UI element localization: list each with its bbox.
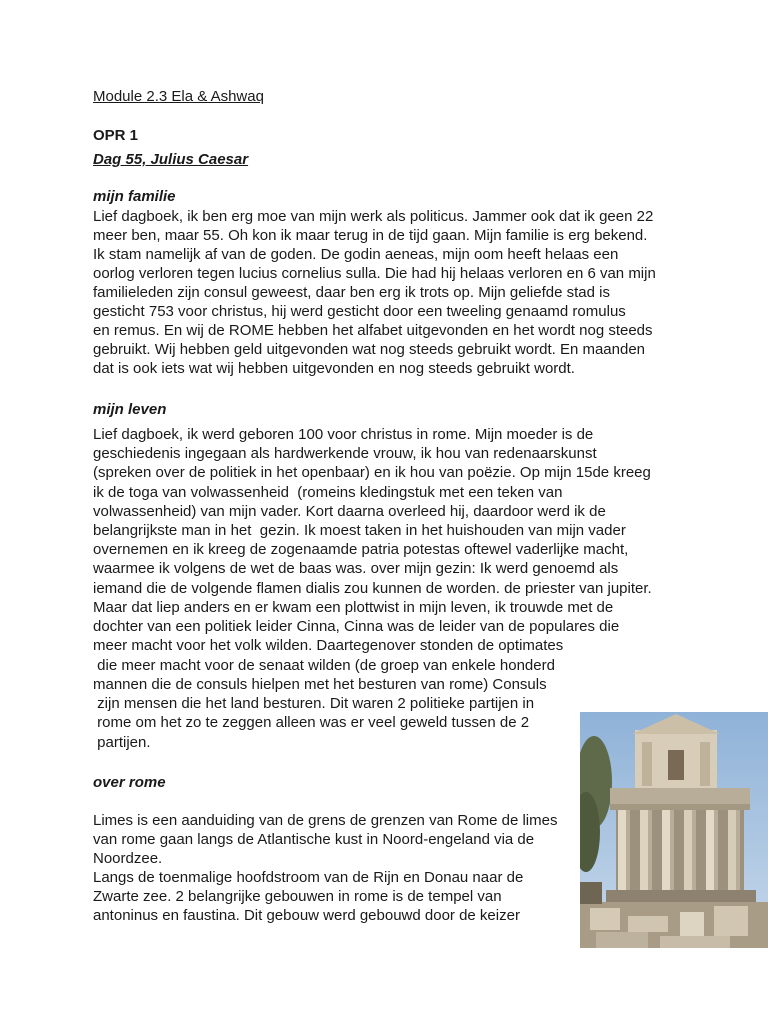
- paragraph-line: gebruikt. Wij hebben geld uitgevonden wat nog steeds gebruikt wordt. En maanden: [93, 341, 646, 358]
- document-title: Dag 55, Julius Caesar: [93, 151, 249, 168]
- paragraph-line: zijn mensen die het land besturen. Dit waren 2 politieke partijen in: [93, 695, 535, 712]
- paragraph-line: Limes is een aanduiding van de grens de grenzen van Rome de limes: [93, 812, 558, 829]
- paragraph-line: Lief dagboek, ik ben erg moe van mijn werk als politicus. Jammer ook dat ik geen 22: [93, 208, 654, 225]
- paragraph-line: van rome gaan langs de Atlantische kust in Noord-engeland via de: [93, 831, 535, 848]
- temple-photo: [580, 712, 768, 948]
- paragraph-line: antoninus en faustina. Dit gebouw werd gebouwd door de keizer: [93, 907, 520, 924]
- paragraph-line: dochter van een politiek leider Cinna, Cinna was de leider van de populares die: [93, 618, 620, 635]
- paragraph-line: overnemen en ik kreeg de zogenaamde patria potestas oftewel vaderlijke macht,: [93, 541, 629, 558]
- section-heading-leven: mijn leven: [93, 401, 167, 418]
- paragraph-line: en remus. En wij de ROME hebben het alfabet uitgevonden en het wordt nog steeds: [93, 322, 653, 339]
- paragraph-line: meer macht voor het volk wilden. Daartegenover stonden de optimates: [93, 637, 564, 654]
- paragraph-line: meer ben, maar 55. Oh kon ik maar terug in de tijd gaan. Mijn familie is erg bekend.: [93, 227, 648, 244]
- paragraph-line: oorlog verloren tegen lucius cornelius sulla. Die had hij helaas verloren en 6 van mijn: [93, 265, 656, 282]
- paragraph-line: Lief dagboek, ik werd geboren 100 voor christus in rome. Mijn moeder is de: [93, 426, 594, 443]
- paragraph-line: Langs de toenmalige hoofdstroom van de Rijn en Donau naar de: [93, 869, 524, 886]
- paragraph-line: ik de toga van volwassenheid (romeins kledingstuk met een teken van: [93, 484, 563, 501]
- paragraph-line: volwassenheid) van mijn vader. Kort daarna overleed hij, daardoor werd ik de: [93, 503, 606, 520]
- assignment-label: OPR 1: [93, 127, 139, 144]
- paragraph-line: gesticht 753 voor christus, hij werd gesticht door een tweeling genaamd romulus: [93, 303, 626, 320]
- paragraph-line: rome om het zo te zeggen alleen was er veel geweld tussen de 2: [93, 714, 530, 731]
- paragraph-line: mannen die de consuls hielpen met het besturen van rome) Consuls: [93, 676, 547, 693]
- paragraph-line: Noordzee.: [93, 850, 163, 867]
- paragraph-line: dat is ook iets wat wij hebben uitgevonden en nog steeds gebruikt wordt.: [93, 360, 575, 377]
- paragraph-line: Ik stam namelijk af van de goden. De godin aeneas, mijn oom heeft helaas een: [93, 246, 619, 263]
- document-header: Module 2.3 Ela & Ashwaq: [93, 88, 264, 105]
- paragraph-line: geschiedenis ingegaan als hardwerkende vrouw, ik hou van redenaarskunst: [93, 445, 597, 462]
- paragraph-line: waarmee ik volgens de wet de baas was. over mijn gezin: Ik werd genoemd als: [93, 560, 619, 577]
- temple-illustration: [580, 712, 768, 948]
- paragraph-line: Zwarte zee. 2 belangrijke gebouwen in rome is de tempel van: [93, 888, 502, 905]
- paragraph-line: (spreken over de politiek in het openbaar) en ik hou van poëzie. Op mijn 15de kreeg: [93, 464, 651, 481]
- paragraph-line: Maar dat liep anders en er kwam een plottwist in mijn leven, ik trouwde met de: [93, 599, 614, 616]
- section-heading-rome: over rome: [93, 774, 166, 791]
- paragraph-line: familieleden zijn consul geweest, daar ben erg ik trots op. Mijn geliefde stad is: [93, 284, 610, 301]
- paragraph-line: iemand die de volgende flamen dialis zou kunnen de worden. de priester van jupiter.: [93, 580, 652, 597]
- paragraph-line: belangrijkste man in het gezin. Ik moest taken in het huishouden van mijn vader: [93, 522, 626, 539]
- section-heading-familie: mijn familie: [93, 188, 176, 205]
- paragraph-line: partijen.: [93, 734, 151, 751]
- paragraph-line: die meer macht voor de senaat wilden (de groep van enkele honderd: [93, 657, 555, 674]
